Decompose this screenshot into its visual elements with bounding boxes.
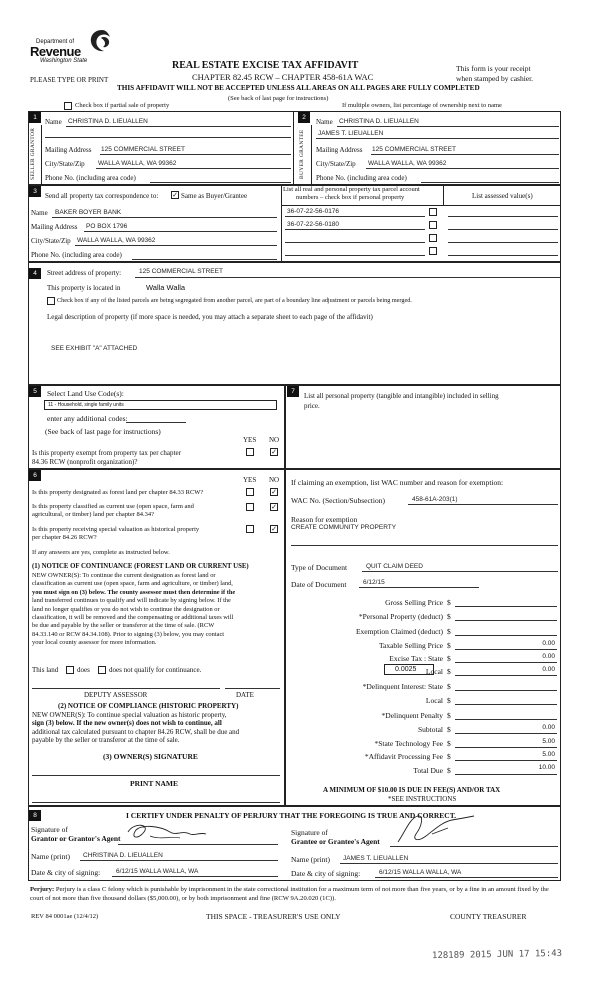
s6-yes-label: YES — [243, 476, 257, 484]
section-5-number: 5 — [29, 386, 41, 397]
list-personal-line1: List all personal property (tangible and intangible) included in selling — [304, 392, 499, 400]
deputy-assessor-label: DEPUTY ASSESSOR — [84, 691, 148, 699]
not-accepted: THIS AFFIDAVIT WILL NOT BE ACCEPTED UNLESS ALL AREAS ON ALL PAGES ARE FULLY COMPLETED — [117, 84, 480, 92]
exempt-question-2: 84.36 RCW (nonprofit organization)? — [32, 458, 138, 466]
dept-line1: Department of — [36, 39, 75, 45]
tax-dollar: $ — [447, 654, 451, 663]
grantee-date-value[interactable]: 6/12/15 WALLA WALLA, WA — [379, 869, 462, 876]
section-1-number: 1 — [29, 112, 41, 123]
treasurer-use: THIS SPACE - TREASURER'S USE ONLY — [206, 912, 341, 921]
tax-row-value[interactable]: 0.00 — [542, 653, 555, 660]
rev-number: REV 84 0001ae (12/4/12) — [31, 913, 99, 920]
tax-row-label: *State Technology Fee — [374, 739, 443, 748]
same-as-buyer-checkbox[interactable]: ✓ — [172, 191, 178, 199]
notice-continuance-text: NEW OWNER(S): To continue the current designation as forest land or classification as current use (open space, farm and agriculture, or timber) land, you must sign on (3) below. The county assessor must then determine if the land transferred continues to qualify and will indicate by signing below. If the land no longer qualifies or you do not wish to continue the designation or classification, it will be removed and the compensating or additional taxes will be due and payable by the seller or transferor at the time of sale. (RCW 84.33.140 or RCW 84.34.108). Prior to signing (3) below, you may contact your local county assessor for more information. — [32, 572, 236, 647]
seller-city-value[interactable]: WALLA WALLA, WA 99362 — [98, 160, 177, 167]
tax-dollar: $ — [447, 752, 451, 761]
does-not-label: does not qualify for continuance. — [109, 666, 202, 674]
exempt-no-checkbox[interactable]: ✓ — [271, 448, 277, 456]
tax-dollar: $ — [447, 627, 451, 636]
list-parcels-line2: numbers – check box if personal property — [296, 194, 405, 201]
section-2-number: 2 — [298, 112, 310, 123]
section-4-number: 4 — [29, 268, 41, 279]
s3-city-value[interactable]: WALLA WALLA, WA 99362 — [77, 237, 156, 244]
parcel-number[interactable]: 36-07-22-56-0176 — [287, 208, 340, 215]
seller-mailing-label: Mailing Address — [45, 146, 92, 154]
s5-no-label: NO — [269, 436, 280, 444]
this-land-label: This land — [32, 666, 59, 674]
street-address-value[interactable]: 125 COMMERCIAL STREET — [139, 268, 223, 275]
land-use-value: 11 - Household, single family units — [48, 402, 124, 408]
historical-question-1: Is this property receiving special valuation as historical property — [32, 526, 200, 533]
tax-row-label: *Delinquent Penalty — [381, 711, 443, 720]
legal-description-label: Legal description of property (if more space is needed, you may attach a separate sheet to each page of the affidavit) — [47, 313, 373, 321]
tax-dollar: $ — [447, 696, 451, 705]
receipt-line2: when stamped by cashier. — [456, 74, 534, 83]
section-8-number: 8 — [29, 810, 41, 821]
forest-no-checkbox[interactable]: ✓ — [271, 488, 277, 496]
local-rate-value: 0.0025 — [395, 666, 417, 673]
receipt-line1: This form is your receipt — [456, 64, 531, 73]
buyer-name-value[interactable]: CHRISTINA D. LIEUALLEN — [339, 118, 419, 125]
tax-row-value[interactable]: 0.00 — [542, 640, 555, 647]
notice-compliance-title: (2) NOTICE OF COMPLIANCE (HISTORIC PROPERTY) — [58, 702, 239, 710]
seller-city-label: City/State/Zip — [45, 160, 85, 168]
s6-no-label: NO — [269, 476, 280, 484]
s3-phone-label: Phone No. (including area code) — [31, 251, 122, 259]
exempt-question-1: Is this property exempt from property tax per chapter — [32, 449, 181, 457]
exemption-label: If claiming an exemption, list WAC number and reason for exemption: — [291, 478, 504, 487]
doc-date-value[interactable]: 6/12/15 — [363, 579, 385, 586]
wac-label: WAC No. (Section/Subsection) — [291, 496, 385, 505]
tax-row-label: Exemption Claimed (deduct) — [355, 627, 443, 636]
buyer-name2-value[interactable]: JAMES T. LIEUALLEN — [318, 130, 384, 137]
grantee-sig-label-2: Grantee or Grantee's Agent — [291, 837, 380, 846]
list-assessed: List assessed value(s) — [472, 192, 533, 200]
located-in-label: This property is located in — [47, 284, 121, 292]
dept-line2: Revenue — [30, 44, 81, 59]
grantee-signature — [388, 812, 478, 848]
seller-phone-label: Phone No. (including area code) — [45, 174, 136, 182]
wac-value[interactable]: 458-61A-203(1) — [412, 496, 458, 503]
parcel-number[interactable]: 36-07-22-56-0180 — [287, 221, 340, 228]
land-use-label: Select Land Use Code(s): — [47, 389, 124, 398]
segregated-label: Check box if any of the listed parcels are being segregated from another parcel, are part of a boundary line adjustment or parcels being merged. — [57, 297, 412, 304]
tax-row-label: *Personal Property (deduct) — [358, 612, 443, 621]
please-type: PLEASE TYPE OR PRINT — [30, 76, 109, 84]
form-chapter: CHAPTER 82.45 RCW – CHAPTER 458-61A WAC — [192, 72, 374, 82]
tax-dollar: $ — [447, 682, 451, 691]
dor-logo — [30, 28, 125, 68]
legal-description-value[interactable]: SEE EXHIBIT "A" ATTACHED — [51, 345, 138, 352]
additional-codes-label: enter any additional codes: — [47, 414, 128, 423]
tax-dollar: $ — [447, 766, 451, 775]
partial-sale-label: Check box if partial sale of property — [75, 102, 170, 109]
tax-dollar: $ — [447, 598, 451, 607]
section-3-number: 3 — [29, 186, 41, 197]
s3-mailing-value[interactable]: PO BOX 1796 — [86, 223, 128, 230]
if-any-yes: If any answers are yes, complete as instructed below. — [32, 549, 170, 556]
buyer-mailing-label: Mailing Address — [316, 146, 363, 154]
tax-row-label: Total Due — [413, 766, 443, 775]
tax-dollar: $ — [447, 612, 451, 621]
logo-swirl-icon — [88, 28, 116, 54]
tax-row-label: Local — [425, 696, 443, 705]
tax-row-value[interactable]: 5.00 — [542, 751, 555, 758]
land-use-select[interactable] — [44, 400, 277, 410]
buyer-mailing-value[interactable]: 125 COMMERCIAL STREET — [372, 146, 456, 153]
section-4-box — [28, 262, 561, 385]
seller-name-value[interactable]: CHRISTINA D. LIEUALLEN — [68, 118, 148, 125]
personal-property-checkbox[interactable] — [429, 208, 437, 216]
cashier-stamp: 128189 2015 JUN 17 15:43 — [431, 948, 563, 962]
certify-statement: I CERTIFY UNDER PENALTY OF PERJURY THAT THE FOREGOING IS TRUE AND CORRECT. — [126, 811, 457, 820]
perjury-bold: Perjury: — [30, 886, 55, 893]
current-use-question-1: Is this property classified as current use (open space, farm and — [32, 503, 194, 510]
personal-property-checkbox[interactable] — [429, 234, 437, 242]
perjury-notice — [30, 885, 560, 903]
county-treasurer: COUNTY TREASURER — [450, 912, 527, 921]
buyer-phone-label: Phone No. (including area code) — [316, 174, 407, 182]
reason-value[interactable]: CREATE COMMUNITY PROPERTY — [291, 524, 397, 531]
seller-side-label: SELLER GRANTOR — [30, 127, 36, 181]
perjury-text: Perjury is a class C felony which is punishable by imprisonment in the state correctional institution for a maximum term of not more than five years, or by a fine in an amount fixed by the court of not more than five thousand dollars ($5,000.00), or by both imprisonment and fine (RCW 9A.20.020 (1C)). — [30, 886, 549, 902]
partial-sale-checkbox[interactable] — [64, 102, 72, 110]
print-name-label: PRINT NAME — [130, 779, 178, 788]
grantee-name-label: Name (print) — [291, 855, 330, 864]
does-not-checkbox[interactable] — [98, 666, 106, 674]
doc-date-label: Date of Document — [291, 580, 347, 589]
tax-row-value[interactable]: 0.00 — [542, 666, 555, 673]
deputy-date-label: DATE — [236, 691, 254, 699]
tax-row-label: Gross Selling Price — [385, 598, 443, 607]
notice-compliance-text: NEW OWNER(S): To continue special valuation as historic property, sign (3) below. If the new owner(s) does not wish to continue, all additional tax calculated pursuant to chapter 84.26 RCW, shall be due and payable by the seller or transferor at the time of sale. — [32, 711, 240, 745]
notice-continuance-title: (1) NOTICE OF CONTINUANCE (FOREST LAND OR CURRENT USE) — [32, 563, 249, 570]
s3-city-label: City/State/Zip — [31, 237, 71, 245]
current-use-no-checkbox[interactable]: ✓ — [271, 503, 277, 511]
grantee-name-value[interactable]: JAMES T. LIEUALLEN — [343, 855, 409, 862]
same-as-buyer-label: Same as Buyer/Grantee — [181, 192, 248, 200]
historical-question-2: per chapter 84.26 RCW? — [32, 534, 97, 541]
tax-row-label: Excise Tax : State — [389, 654, 443, 663]
tax-dollar: $ — [447, 725, 451, 734]
s5-see-back: (See back of last page for instructions) — [45, 427, 161, 436]
minimum-due-note: A MINIMUM OF $10.00 IS DUE IN FEE(S) AND/OR TAX — [323, 786, 501, 794]
dept-line3: Washington State — [40, 58, 88, 64]
does-label: does — [77, 666, 90, 674]
s5-yes-label: YES — [243, 436, 257, 444]
tax-row-label: *Affidavit Processing Fee — [364, 752, 443, 761]
grantee-date-label: Date & city of signing: — [291, 869, 361, 878]
buyer-city-value[interactable]: WALLA WALLA, WA 99362 — [368, 160, 447, 167]
s3-name-label: Name — [31, 209, 48, 217]
historical-no-checkbox[interactable]: ✓ — [271, 525, 277, 533]
street-address-label: Street address of property: — [47, 269, 122, 277]
section-6-number: 6 — [29, 470, 41, 481]
tax-dollar: $ — [447, 739, 451, 748]
reason-label: Reason for exemption — [291, 515, 358, 524]
grantor-date-label: Date & city of signing: — [31, 868, 101, 877]
forest-yes-checkbox[interactable] — [246, 488, 254, 496]
doc-type-value[interactable]: QUIT CLAIM DEED — [366, 563, 423, 570]
grantor-signature — [120, 818, 210, 846]
tax-dollar: $ — [447, 711, 451, 720]
list-personal-line2: price. — [304, 402, 320, 410]
grantor-name-label: Name (print) — [31, 852, 70, 861]
owner-signature-label: (3) OWNER(S) SIGNATURE — [103, 752, 198, 761]
tax-row-label: Local — [425, 667, 443, 676]
tax-row-value[interactable]: 10.00 — [538, 764, 555, 771]
tax-row-value[interactable]: 0.00 — [542, 724, 555, 731]
grantee-sig-label-1: Signature of — [291, 828, 328, 837]
current-use-yes-checkbox[interactable] — [246, 503, 254, 511]
form-title: REAL ESTATE EXCISE TAX AFFIDAVIT — [172, 60, 359, 71]
segregated-checkbox[interactable] — [47, 297, 55, 305]
see-back: (See back of last page for instructions) — [228, 95, 329, 102]
section-7-number: 7 — [287, 386, 299, 397]
tax-row-label: Taxable Selling Price — [378, 641, 443, 650]
tax-row-label: Subtotal — [417, 725, 443, 734]
grantor-date-value[interactable]: 6/12/15 WALLA WALLA, WA — [116, 868, 199, 875]
located-in-value[interactable]: Walla Walla — [146, 283, 186, 292]
seller-mailing-value[interactable]: 125 COMMERCIAL STREET — [101, 146, 185, 153]
buyer-city-label: City/State/Zip — [316, 160, 356, 168]
s3-mailing-label: Mailing Address — [31, 223, 78, 231]
see-instructions-note: *SEE INSTRUCTIONS — [388, 795, 457, 803]
tax-dollar: $ — [447, 641, 451, 650]
grantor-name-value[interactable]: CHRISTINA D. LIEUALLEN — [83, 852, 163, 859]
s3-name-value[interactable]: BAKER BOYER BANK — [55, 209, 122, 216]
list-parcels-line1: List all real and personal property tax parcel account — [283, 186, 420, 193]
send-correspondence-label: Send all property tax correspondence to: — [45, 192, 159, 200]
doc-type-label: Type of Document — [291, 563, 348, 572]
tax-row-value[interactable]: 5.00 — [542, 738, 555, 745]
personal-property-checkbox[interactable] — [429, 221, 437, 229]
buyer-side-label: BUYER GRANTEE — [299, 129, 305, 179]
tax-dollar: $ — [447, 667, 451, 676]
grantor-sig-label-2: Grantor or Grantor's Agent — [31, 834, 121, 843]
buyer-name-label: Name — [316, 118, 333, 126]
seller-name-label: Name — [45, 118, 62, 126]
forest-question: Is this property designated as forest land per chapter 84.33 RCW? — [32, 489, 204, 496]
exempt-yes-checkbox[interactable] — [246, 448, 254, 456]
historical-yes-checkbox[interactable] — [246, 525, 254, 533]
multiple-owners: If multiple owners, list percentage of ownership next to name — [342, 102, 502, 109]
grantor-sig-label-1: Signature of — [31, 825, 68, 834]
tax-row-label: *Delinquent Interest: State — [362, 682, 443, 691]
personal-property-checkbox[interactable] — [429, 247, 437, 255]
current-use-question-2: agricultural, or timber) land per chapter 84.34? — [32, 511, 155, 518]
does-checkbox[interactable] — [66, 666, 74, 674]
